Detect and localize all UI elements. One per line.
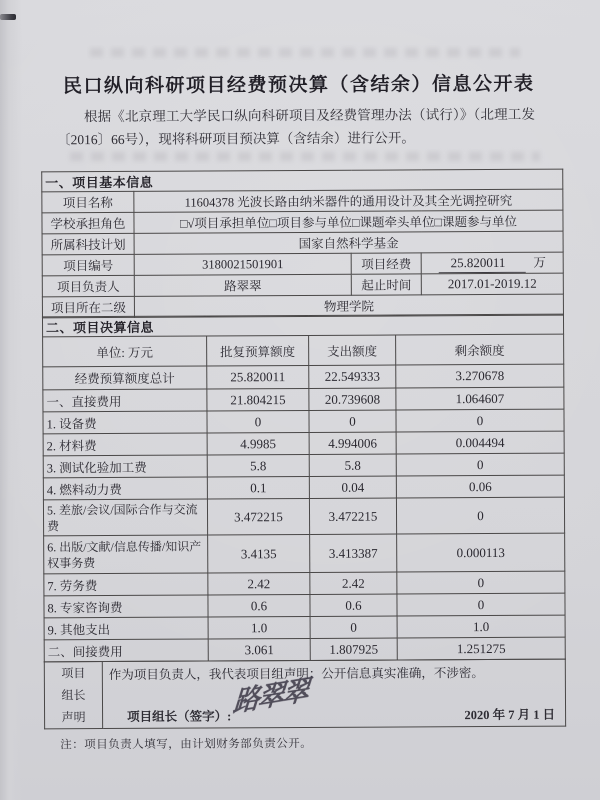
remaining-value: 0	[396, 498, 564, 535]
declaration-row-label-text: 项目组长声明	[61, 665, 86, 725]
leader-label: 项目负责人	[42, 275, 134, 296]
approved-value: 3.061	[208, 639, 310, 662]
approved-value: 1.0	[208, 617, 310, 640]
declaration-content-cell	[102, 659, 565, 728]
approved-value: 0.1	[207, 477, 309, 500]
approved-value: 5.8	[207, 455, 309, 478]
funds-label: 项目经费	[351, 253, 421, 274]
row-label: 1. 设备费	[43, 411, 207, 434]
program-label: 所属科技计划	[42, 233, 134, 254]
approved-value: 0.6	[208, 595, 310, 618]
remaining-value: 0	[397, 594, 565, 617]
sign-label: 项目组长（签字）:	[127, 709, 232, 724]
basic-info-section-header: 一、项目基本信息	[42, 169, 563, 192]
row-label: 4. 燃料动力费	[43, 477, 207, 500]
budget-section-header: 二、项目决算信息	[42, 315, 563, 338]
row-label: 5. 差旅/会议/国际合作与交流费	[43, 499, 207, 536]
spent-value: 22.549333	[309, 365, 396, 388]
column-header-approved: 批复预算额度	[207, 336, 309, 367]
spent-value: 0.6	[310, 594, 397, 616]
declaration-row-label	[44, 661, 102, 728]
column-header-remaining: 剩余额度	[396, 335, 564, 366]
table-row	[43, 476, 564, 501]
table-row	[43, 365, 564, 391]
spent-value: 0	[309, 410, 396, 432]
funds-unit: 万	[533, 255, 546, 270]
remaining-value: 0.004494	[396, 432, 564, 455]
row-label: 7. 劳务费	[44, 573, 208, 596]
period-label: 起止时间	[351, 274, 421, 295]
period-value: 2017.01-2019.12	[421, 273, 563, 295]
signature-handwriting: 路翠翠	[231, 674, 309, 718]
spent-value: 3.413387	[310, 534, 397, 572]
table-row	[44, 594, 565, 619]
remaining-value: 0	[397, 572, 565, 595]
remaining-value: 1.0	[397, 616, 565, 639]
role-checkboxes: □√项目承担单位□项目参与单位□课题牵头单位□课题参与单位	[134, 210, 563, 233]
declaration-content	[103, 660, 565, 726]
row-label: 经费预算额度总计	[43, 366, 207, 390]
remaining-value: 1.251275	[397, 638, 565, 661]
spent-value: 3.472215	[309, 498, 396, 534]
spent-value: 20.739608	[309, 388, 396, 410]
remaining-value: 0	[396, 454, 564, 477]
row-label: 6. 出版/文献/信息传播/知识产权事务费	[44, 535, 208, 574]
role-label: 学校承担角色	[42, 212, 134, 233]
table-row	[43, 410, 564, 435]
table-row	[44, 534, 565, 575]
project-no-label: 项目编号	[42, 254, 134, 275]
dept-value: 物理学院	[134, 294, 563, 317]
footnote: 注：项目负责人填写，由计划财务部负责公开。	[60, 737, 313, 752]
approved-value: 21.804215	[207, 389, 309, 412]
remaining-value: 0.000113	[397, 534, 565, 573]
column-header-unit: 单位: 万元	[43, 336, 207, 367]
remaining-value: 1.064607	[396, 388, 564, 411]
signature-line	[103, 704, 565, 724]
row-label: 9. 其他支出	[44, 617, 208, 640]
funds-value-cell	[421, 252, 563, 274]
spent-value: 0.04	[309, 476, 396, 498]
spent-value: 2.42	[310, 572, 397, 594]
page-title: 民口纵向科研项目经费预决算（含结余）信息公开表	[62, 73, 535, 98]
leader-value: 路翠翠	[134, 274, 351, 296]
row-label: 二、间接费用	[44, 639, 208, 662]
declaration-statement: 作为项目负责人，我代表项目组声明：公开信息真实准确，不涉密。	[108, 665, 484, 682]
row-label: 8. 专家咨询费	[44, 595, 208, 618]
remaining-value: 3.270678	[396, 365, 564, 389]
spent-value: 5.8	[309, 454, 396, 476]
spent-value: 0	[310, 616, 397, 638]
dept-label: 项目所在二级	[42, 296, 134, 317]
approved-value: 25.820011	[207, 366, 309, 390]
basic-info-table	[41, 169, 564, 319]
approved-value: 2.42	[208, 573, 310, 596]
approved-value: 0	[207, 411, 309, 434]
intro-paragraph: 根据《北京理工大学民口纵向科研项目及经费管理办法（试行）》（北理工发〔2016〕66号），现将科研项目预决算（含结余）进行公开。	[57, 106, 535, 148]
remaining-value: 0	[396, 410, 564, 433]
table-row	[44, 572, 565, 597]
remaining-value: 0.06	[396, 476, 564, 499]
table-row	[44, 616, 565, 641]
declaration-table	[44, 658, 566, 729]
form-tables	[41, 169, 565, 753]
spent-value: 1.807925	[310, 638, 397, 660]
funds-amount: 25.820011	[439, 255, 526, 273]
table-row	[43, 388, 564, 413]
approved-value: 3.472215	[207, 499, 309, 536]
table-row	[43, 454, 564, 479]
row-label: 一、直接费用	[43, 389, 207, 412]
approved-value: 3.4135	[208, 535, 310, 574]
column-header-spent: 支出额度	[309, 335, 396, 365]
row-label: 3. 测试化验加工费	[43, 455, 207, 478]
spent-value: 4.994006	[309, 432, 396, 454]
project-name-label: 项目名称	[42, 191, 134, 212]
table-row	[43, 498, 564, 537]
budget-table	[42, 314, 566, 663]
project-no-value: 3180021501901	[134, 253, 351, 275]
table-row	[43, 432, 564, 457]
project-name-value: 11604378 光波长路由纳米器件的通用设计及其全光调控研究	[134, 189, 563, 212]
approved-value: 4.9985	[207, 433, 309, 456]
program-value: 国家自然科学基金	[134, 231, 563, 254]
row-label: 2. 材料费	[43, 433, 207, 456]
sign-date: 2020 年 7 月 1 日	[464, 707, 556, 722]
